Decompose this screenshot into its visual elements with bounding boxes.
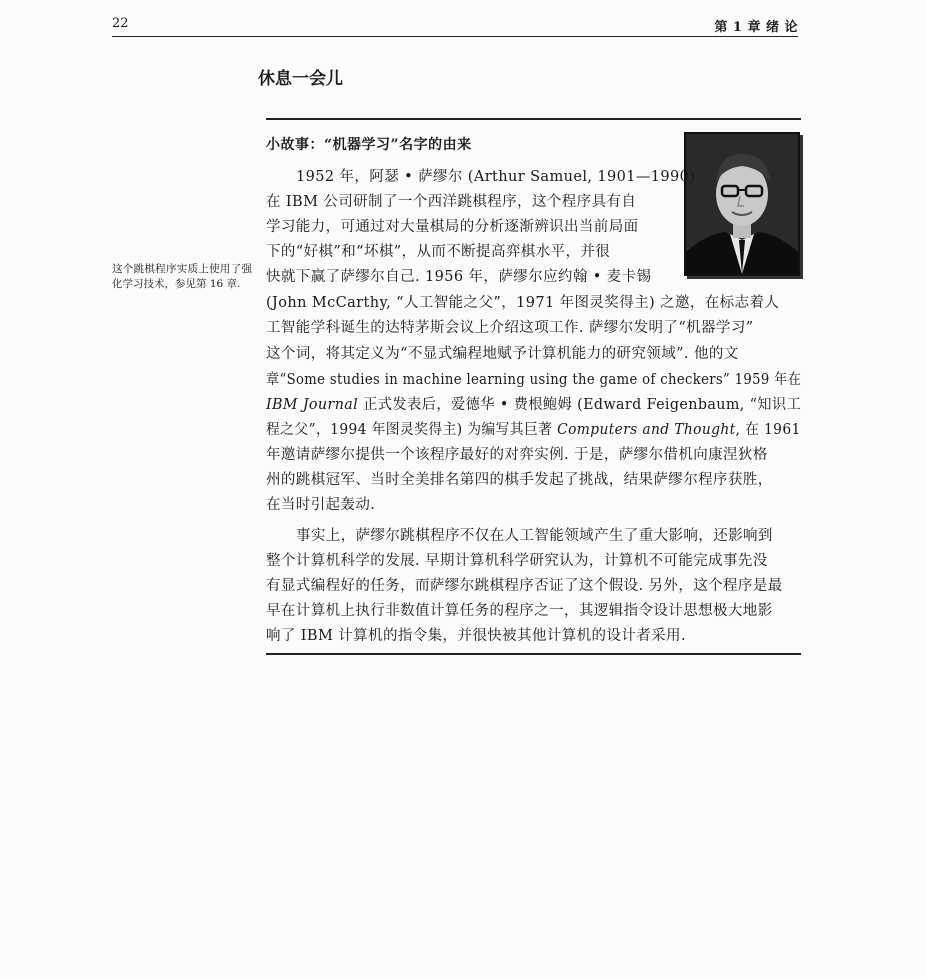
story-line: 这个词，将其定义为“不显式编程地赋予计算机能力的研究领域”. 他的文 (266, 346, 739, 362)
story-line-text: 正式发表后，爱德华 • 费根鲍姆 (Edward Feigenbaum, “知识工 (358, 397, 802, 413)
story-line: 学习能力，可通过对大量棋局的分析逐渐辨识出当前局面 (266, 219, 639, 235)
section-title: 休息一会儿 (258, 69, 343, 89)
story-line: 快就下赢了萨缪尔自己. 1956 年，萨缪尔应约翰 • 麦卡锡 (266, 269, 652, 285)
book-title: Computers and Thought (557, 422, 736, 438)
page-number: 22 (112, 16, 129, 31)
chapter-title: 第 1 章 绪 论 (714, 20, 798, 35)
margin-note: 这个跳棋程序实质上使用了强化学习技术，参见第 16 章. (112, 263, 252, 290)
story-line (266, 418, 801, 439)
story-line: 响了 IBM 计算机的指令集，并很快被其他计算机的设计者采用. (266, 628, 686, 644)
box-bottom-rule (266, 653, 801, 655)
story-line: 州的跳棋冠军、当时全美排名第四的棋手发起了挑战，结果萨缪尔程序获胜， (266, 472, 773, 488)
story-title: 小故事：“机器学习”名字的由来 (266, 137, 472, 153)
story-line-text: , 在 1961 (735, 422, 801, 438)
story-line: 在 IBM 公司研制了一个西洋跳棋程序，这个程序具有自 (266, 194, 637, 210)
story-line: (John McCarthy, “人工智能之父”，1971 年图灵奖得主) 之邀，在标志着人 (266, 295, 780, 311)
story-line: 年邀请萨缪尔提供一个该程序最好的对弈实例. 于是，萨缪尔借机向康涅狄格 (266, 447, 768, 463)
story-line: 在当时引起轰动. (266, 497, 376, 513)
portrait-photo-icon (684, 132, 800, 276)
story-line: 工智能学科诞生的达特茅斯会议上介绍这项工作. 萨缪尔发明了“机器学习” (266, 320, 754, 336)
story-line: 章“Some studies in machine learning using the game of checkers” 1959 年在 (266, 372, 802, 388)
story-line: 整个计算机科学的发展. 早期计算机科学研究认为，计算机不可能完成事先没 (266, 553, 768, 569)
story-line: 事实上，萨缪尔跳棋程序不仅在人工智能领域产生了重大影响，还影响到 (296, 528, 773, 544)
story-line: 早在计算机上执行非数值计算任务的程序之一，其逻辑指令设计思想极大地影 (266, 603, 773, 619)
story-line: 下的“好棋”和“坏棋”，从而不断提高弈棋水平，并很 (266, 244, 611, 260)
box-top-rule (266, 118, 801, 120)
journal-name: IBM Journal (266, 397, 359, 413)
story-line: 1952 年，阿瑟 • 萨缪尔 (Arthur Samuel, 1901—1990) (296, 169, 696, 185)
story-line: 有显式编程好的任务，而萨缪尔跳棋程序否证了这个假设. 另外，这个程序是最 (266, 578, 783, 594)
story-line (266, 393, 801, 414)
story-line-text: 程之父”，1994 年图灵奖得主) 为编写其巨著 (266, 422, 558, 438)
running-header (112, 14, 798, 37)
